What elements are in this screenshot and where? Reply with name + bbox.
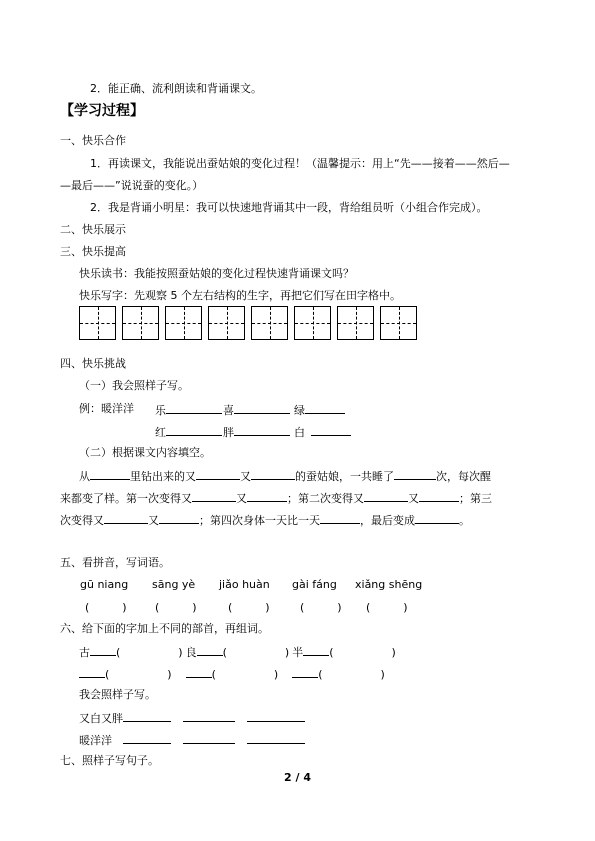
blank[interactable]: [159, 512, 199, 524]
subtask-1: （一）我会照样子写。: [79, 379, 189, 392]
blank[interactable]: [364, 490, 408, 502]
example-word: 红: [155, 424, 222, 440]
tianzige-cell[interactable]: [380, 306, 417, 340]
heading-4: 四、快乐挑战: [60, 357, 126, 370]
blank[interactable]: [183, 710, 235, 722]
blank[interactable]: [104, 512, 148, 524]
heading-5: 五、看拼音，写词语。: [60, 556, 170, 569]
tianzige-cell[interactable]: [165, 306, 202, 340]
blank[interactable]: [186, 666, 212, 678]
blank[interactable]: [251, 468, 295, 480]
blank[interactable]: [320, 512, 360, 524]
pinyin-word: sāng yè: [152, 578, 196, 591]
imitate-row-1: 又白又胖: [79, 710, 305, 726]
imitate-row-2: 暖洋洋: [79, 732, 305, 748]
fill-line-1: 从 里钻出来的又 又 的蚕姑娘，一共睡了 次，每次醒: [79, 470, 491, 483]
happy-writing: 快乐写字：先观察 5 个左右结构的生字，再把它们写在田字格中。: [79, 289, 401, 302]
blank[interactable]: [394, 468, 436, 480]
fill-line-3: 次变得又 又 ；第四次身体一天比一天 ，最后变成 。: [60, 514, 470, 527]
task-1-line-a: 1．再读课文，我能说出蚕姑娘的变化过程！（温馨提示：用上“先——接着——然后—: [90, 157, 510, 170]
tianzige-cell[interactable]: [79, 306, 116, 340]
example-word: 胖: [223, 424, 290, 440]
blank[interactable]: [192, 490, 236, 502]
blank[interactable]: [419, 490, 459, 502]
blank[interactable]: [79, 666, 105, 678]
learning-goal-2: 2．能正确、流利朗读和背诵课文。: [90, 82, 262, 95]
page-number: 2 / 4: [284, 771, 311, 784]
pinyin-word: gū niang: [80, 578, 129, 591]
heading-2: 二、快乐展示: [60, 223, 126, 236]
subtask-imitate: 我会照样子写。: [79, 688, 156, 701]
heading-7: 七、照样子写句子。: [60, 754, 159, 767]
example-label: 例：暖洋洋: [79, 402, 134, 415]
tianzige-cell[interactable]: [251, 306, 288, 340]
subtask-2: （二）根据课文内容填空。: [79, 446, 211, 459]
heading-6: 六、给下面的字加上不同的部首，再组词。: [60, 622, 269, 635]
blank[interactable]: [247, 732, 305, 744]
blank[interactable]: [305, 402, 345, 414]
answer-paren[interactable]: ( ): [300, 601, 342, 614]
blank[interactable]: [247, 490, 287, 502]
task-2: 2．我是背诵小明星：我可以快速地背诵其中一段，背给组员听（小组合作完成）。: [90, 201, 488, 214]
blank[interactable]: [90, 644, 116, 656]
tianzige-cell[interactable]: [337, 306, 374, 340]
heading-1: 一、快乐合作: [60, 134, 126, 147]
blank[interactable]: [123, 710, 171, 722]
pinyin-word: jiǎo huàn: [219, 578, 270, 591]
radical-row-1: 古 ( ) 良 ( ) 半 ( ): [79, 646, 396, 659]
section-title: 【学习过程】: [60, 103, 144, 119]
radical-row-2: ( ) ( ) ( ): [79, 666, 385, 682]
answer-paren[interactable]: ( ): [85, 601, 127, 614]
example-word: 乐: [155, 402, 222, 418]
blank[interactable]: [166, 424, 222, 436]
answer-paren[interactable]: ( ): [155, 601, 197, 614]
blank[interactable]: [197, 644, 223, 656]
happy-reading: 快乐读书：我能按照蚕姑娘的变化过程快速背诵课文吗？: [79, 267, 354, 280]
blank[interactable]: [234, 402, 290, 414]
example-word: 绿: [294, 402, 345, 418]
blank[interactable]: [90, 468, 130, 480]
example-word: 喜: [223, 402, 290, 418]
pinyin-word: gài fáng: [292, 578, 337, 591]
blank[interactable]: [123, 732, 171, 744]
tianzige-cell[interactable]: [208, 306, 245, 340]
fill-line-2: 来都变了样。第一次变得又 又 ；第二次变得又 又 ；第三: [60, 492, 492, 505]
blank[interactable]: [303, 644, 329, 656]
blank[interactable]: [415, 512, 459, 524]
pinyin-word: xiǎng shēng: [355, 578, 423, 591]
blank[interactable]: [166, 402, 222, 414]
example-word: 白: [294, 424, 351, 440]
answer-paren[interactable]: ( ): [228, 601, 270, 614]
blank[interactable]: [196, 468, 240, 480]
tianzige-grid: [79, 306, 417, 340]
heading-3: 三、快乐提高: [60, 245, 126, 258]
tianzige-cell[interactable]: [294, 306, 331, 340]
blank[interactable]: [247, 710, 305, 722]
tianzige-cell[interactable]: [122, 306, 159, 340]
blank[interactable]: [292, 666, 318, 678]
blank[interactable]: [234, 424, 290, 436]
answer-paren[interactable]: ( ): [366, 601, 408, 614]
blank[interactable]: [183, 732, 235, 744]
blank[interactable]: [311, 424, 351, 436]
task-1-line-b: —最后——”说说蚕的变化。）: [60, 179, 204, 192]
